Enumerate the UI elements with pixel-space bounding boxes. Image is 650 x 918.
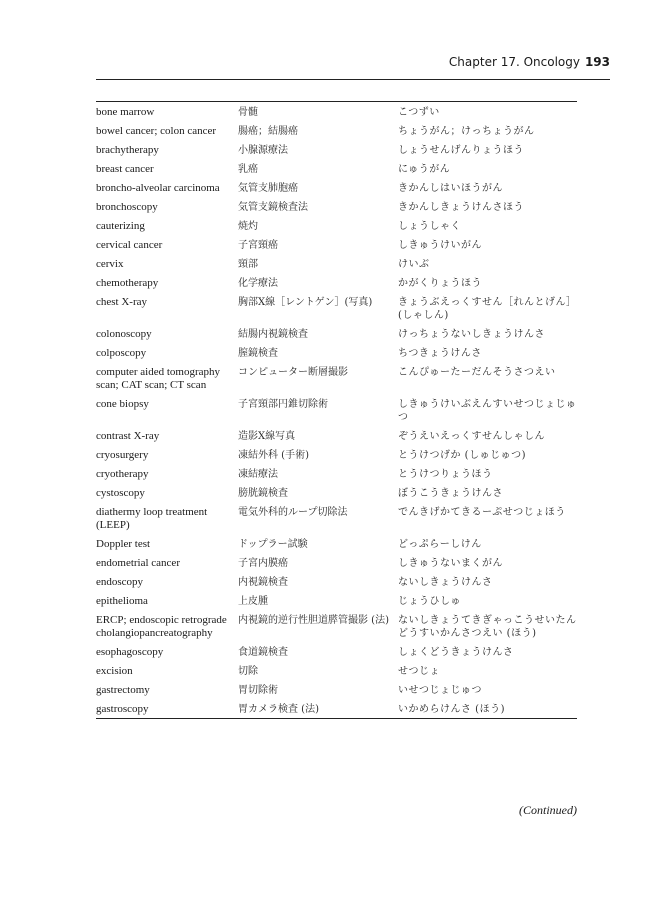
term-english: Doppler test: [96, 538, 151, 550]
table-row: [96, 464, 577, 483]
term-kanji: 切除: [238, 666, 258, 677]
term-kanji: 乳癌: [238, 164, 258, 175]
table-row: [96, 680, 577, 699]
term-kanji: 子宮内膜癌: [238, 558, 288, 569]
table-row: [96, 235, 577, 254]
term-kanji: 結腸内視鏡検査: [238, 329, 308, 340]
term-kanji: ドップラー試験: [238, 539, 308, 550]
term-kana: こんぴゅーたーだんそうさつえい: [398, 367, 556, 378]
term-kana: しょうしゃく: [398, 221, 461, 232]
table-row: [96, 197, 577, 216]
table-row: [96, 121, 577, 140]
table-row: [96, 553, 577, 572]
table-row: [96, 642, 577, 661]
term-kana: ちょうがん；けっちょうがん: [398, 126, 535, 137]
table-row: [96, 534, 577, 553]
table-row: [96, 178, 577, 197]
table-row: [96, 159, 577, 178]
term-kanji: 頸部: [238, 259, 258, 270]
table-row: [96, 292, 577, 324]
table-row: [96, 324, 577, 343]
term-kanji: 造影X線写真: [238, 431, 296, 442]
term-english: cervical cancer: [96, 239, 163, 251]
table-row: [96, 102, 577, 121]
table-row: [96, 362, 577, 394]
term-kanji: 内視鏡検査: [238, 577, 288, 588]
table-row: [96, 273, 577, 292]
term-kana: とうけつげか (しゅじゅつ): [398, 450, 526, 461]
term-kana: しょうせんげんりょうほう: [398, 145, 524, 156]
term-english: diathermy loop treatment (LEEP): [96, 506, 208, 531]
table-row: [96, 140, 577, 159]
term-english: cauterizing: [96, 220, 145, 232]
term-kana: でんきげかてきるーぷせつじょほう: [398, 507, 566, 518]
running-header: [96, 55, 610, 80]
term-english: epithelioma: [96, 595, 148, 607]
term-kana: どっぷらーしけん: [398, 539, 482, 550]
table-row: [96, 699, 577, 718]
term-kanji: 焼灼: [238, 221, 258, 232]
table-row: [96, 572, 577, 591]
term-kanji: 胸部X線［レントゲン］(写真): [238, 297, 373, 308]
continued-note: (Continued): [519, 803, 577, 817]
term-kanji: 膀胱鏡検査: [238, 488, 288, 499]
term-kanji: 電気外科的ループ切除法: [238, 507, 348, 518]
term-kana: いせつじょじゅつ: [398, 685, 482, 696]
term-english: cervix: [96, 258, 124, 270]
term-kanji: 化学療法: [238, 278, 278, 289]
term-english: contrast X-ray: [96, 430, 160, 442]
table-row: [96, 426, 577, 445]
table-row: [96, 502, 577, 534]
term-kanji: 子宮頸癌: [238, 240, 278, 251]
term-kana: きょうぶえっくすせん［れんとげん］(しゃしん): [398, 297, 577, 321]
term-kanji: 膣鏡検査: [238, 348, 278, 359]
term-kana: せつじょ: [398, 666, 440, 677]
term-english: breast cancer: [96, 163, 154, 175]
term-kana: ちつきょうけんさ: [398, 348, 482, 359]
term-kanji: 凍結療法: [238, 469, 278, 480]
term-kana: ぞうえいえっくすせんしゃしん: [398, 431, 545, 442]
term-kana: しょくどうきょうけんさ: [398, 647, 514, 658]
term-kanji: 腸癌；結腸癌: [238, 126, 298, 137]
term-kanji: 気管支鏡検査法: [238, 202, 308, 213]
term-kana: いかめらけんさ (ほう): [398, 704, 505, 715]
term-kana: しきゅうないまくがん: [398, 558, 503, 569]
term-english: cryosurgery: [96, 449, 149, 461]
term-kana: にゅうがん: [398, 164, 451, 175]
term-english: cystoscopy: [96, 487, 145, 499]
term-kanji: 子宮頸部円錐切除術: [238, 399, 328, 410]
term-english: cryotherapy: [96, 468, 149, 480]
term-kana: しきゅうけいぶえんすいせつじょじゅつ: [398, 399, 577, 423]
table-row: [96, 394, 577, 426]
term-kanji: 気管支肺胞癌: [238, 183, 298, 194]
term-kana: けっちょうないしきょうけんさ: [398, 329, 545, 340]
term-kanji: 小腺源療法: [238, 145, 288, 156]
term-english: computer aided tomography scan; CAT scan; CT scan: [96, 366, 221, 391]
term-english: ERCP; endoscopic retrograde cholangiopancreatography: [96, 614, 227, 639]
term-kanji: 胃切除術: [238, 685, 278, 696]
term-kana: しきゅうけいがん: [398, 240, 482, 251]
term-kanji: 食道鏡検査: [238, 647, 288, 658]
term-english: brachytherapy: [96, 144, 159, 156]
table-row: [96, 254, 577, 273]
term-kanji: 凍結外科 (手術): [238, 450, 309, 461]
term-kanji: 骨髄: [238, 107, 258, 118]
term-kana: じょうひしゅ: [398, 596, 461, 607]
table-row: [96, 661, 577, 680]
term-kanji: 胃カメラ検査 (法): [238, 704, 319, 715]
term-kanji: 内視鏡的逆行性胆道膵管撮影 (法): [238, 615, 389, 626]
term-kanji: 上皮腫: [238, 596, 268, 607]
page-number: 193: [584, 55, 610, 69]
term-english: endoscopy: [96, 576, 144, 588]
glossary-table: [96, 101, 577, 719]
term-kana: ないしきょうけんさ: [398, 577, 493, 588]
term-english: esophagoscopy: [96, 646, 164, 658]
term-kana: けいぶ: [398, 259, 430, 270]
term-english: gastrectomy: [96, 684, 150, 696]
term-english: excision: [96, 665, 133, 677]
term-kana: きかんしきょうけんさほう: [398, 202, 524, 213]
table-row: [96, 343, 577, 362]
table-row: [96, 591, 577, 610]
table-row: [96, 610, 577, 642]
term-kana: ぼうこうきょうけんさ: [398, 488, 503, 499]
term-english: bowel cancer; colon cancer: [96, 125, 217, 137]
term-english: bone marrow: [96, 106, 155, 118]
term-english: cone biopsy: [96, 398, 149, 410]
table-row: [96, 216, 577, 235]
term-kana: とうけつりょうほう: [398, 469, 493, 480]
table-row: [96, 483, 577, 502]
term-english: colposcopy: [96, 347, 147, 359]
term-english: endometrial cancer: [96, 557, 180, 569]
term-kanji: コンピューター断層撮影: [238, 367, 348, 378]
chapter-title: Chapter 17. Oncology: [448, 55, 580, 69]
term-english: colonoscopy: [96, 328, 152, 340]
term-english: chest X-ray: [96, 296, 148, 308]
term-english: bronchoscopy: [96, 201, 158, 213]
term-english: broncho-alveolar carcinoma: [96, 182, 220, 194]
term-english: chemotherapy: [96, 277, 159, 289]
table-row: [96, 445, 577, 464]
term-english: gastroscopy: [96, 703, 149, 715]
term-kana: こつずい: [398, 107, 440, 118]
term-kana: きかんしはいほうがん: [398, 183, 503, 194]
term-kana: かがくりょうほう: [398, 278, 482, 289]
term-kana: ないしきょうてきぎゃっこうせいたんどうすいかんさつえい (ほう): [398, 615, 577, 639]
